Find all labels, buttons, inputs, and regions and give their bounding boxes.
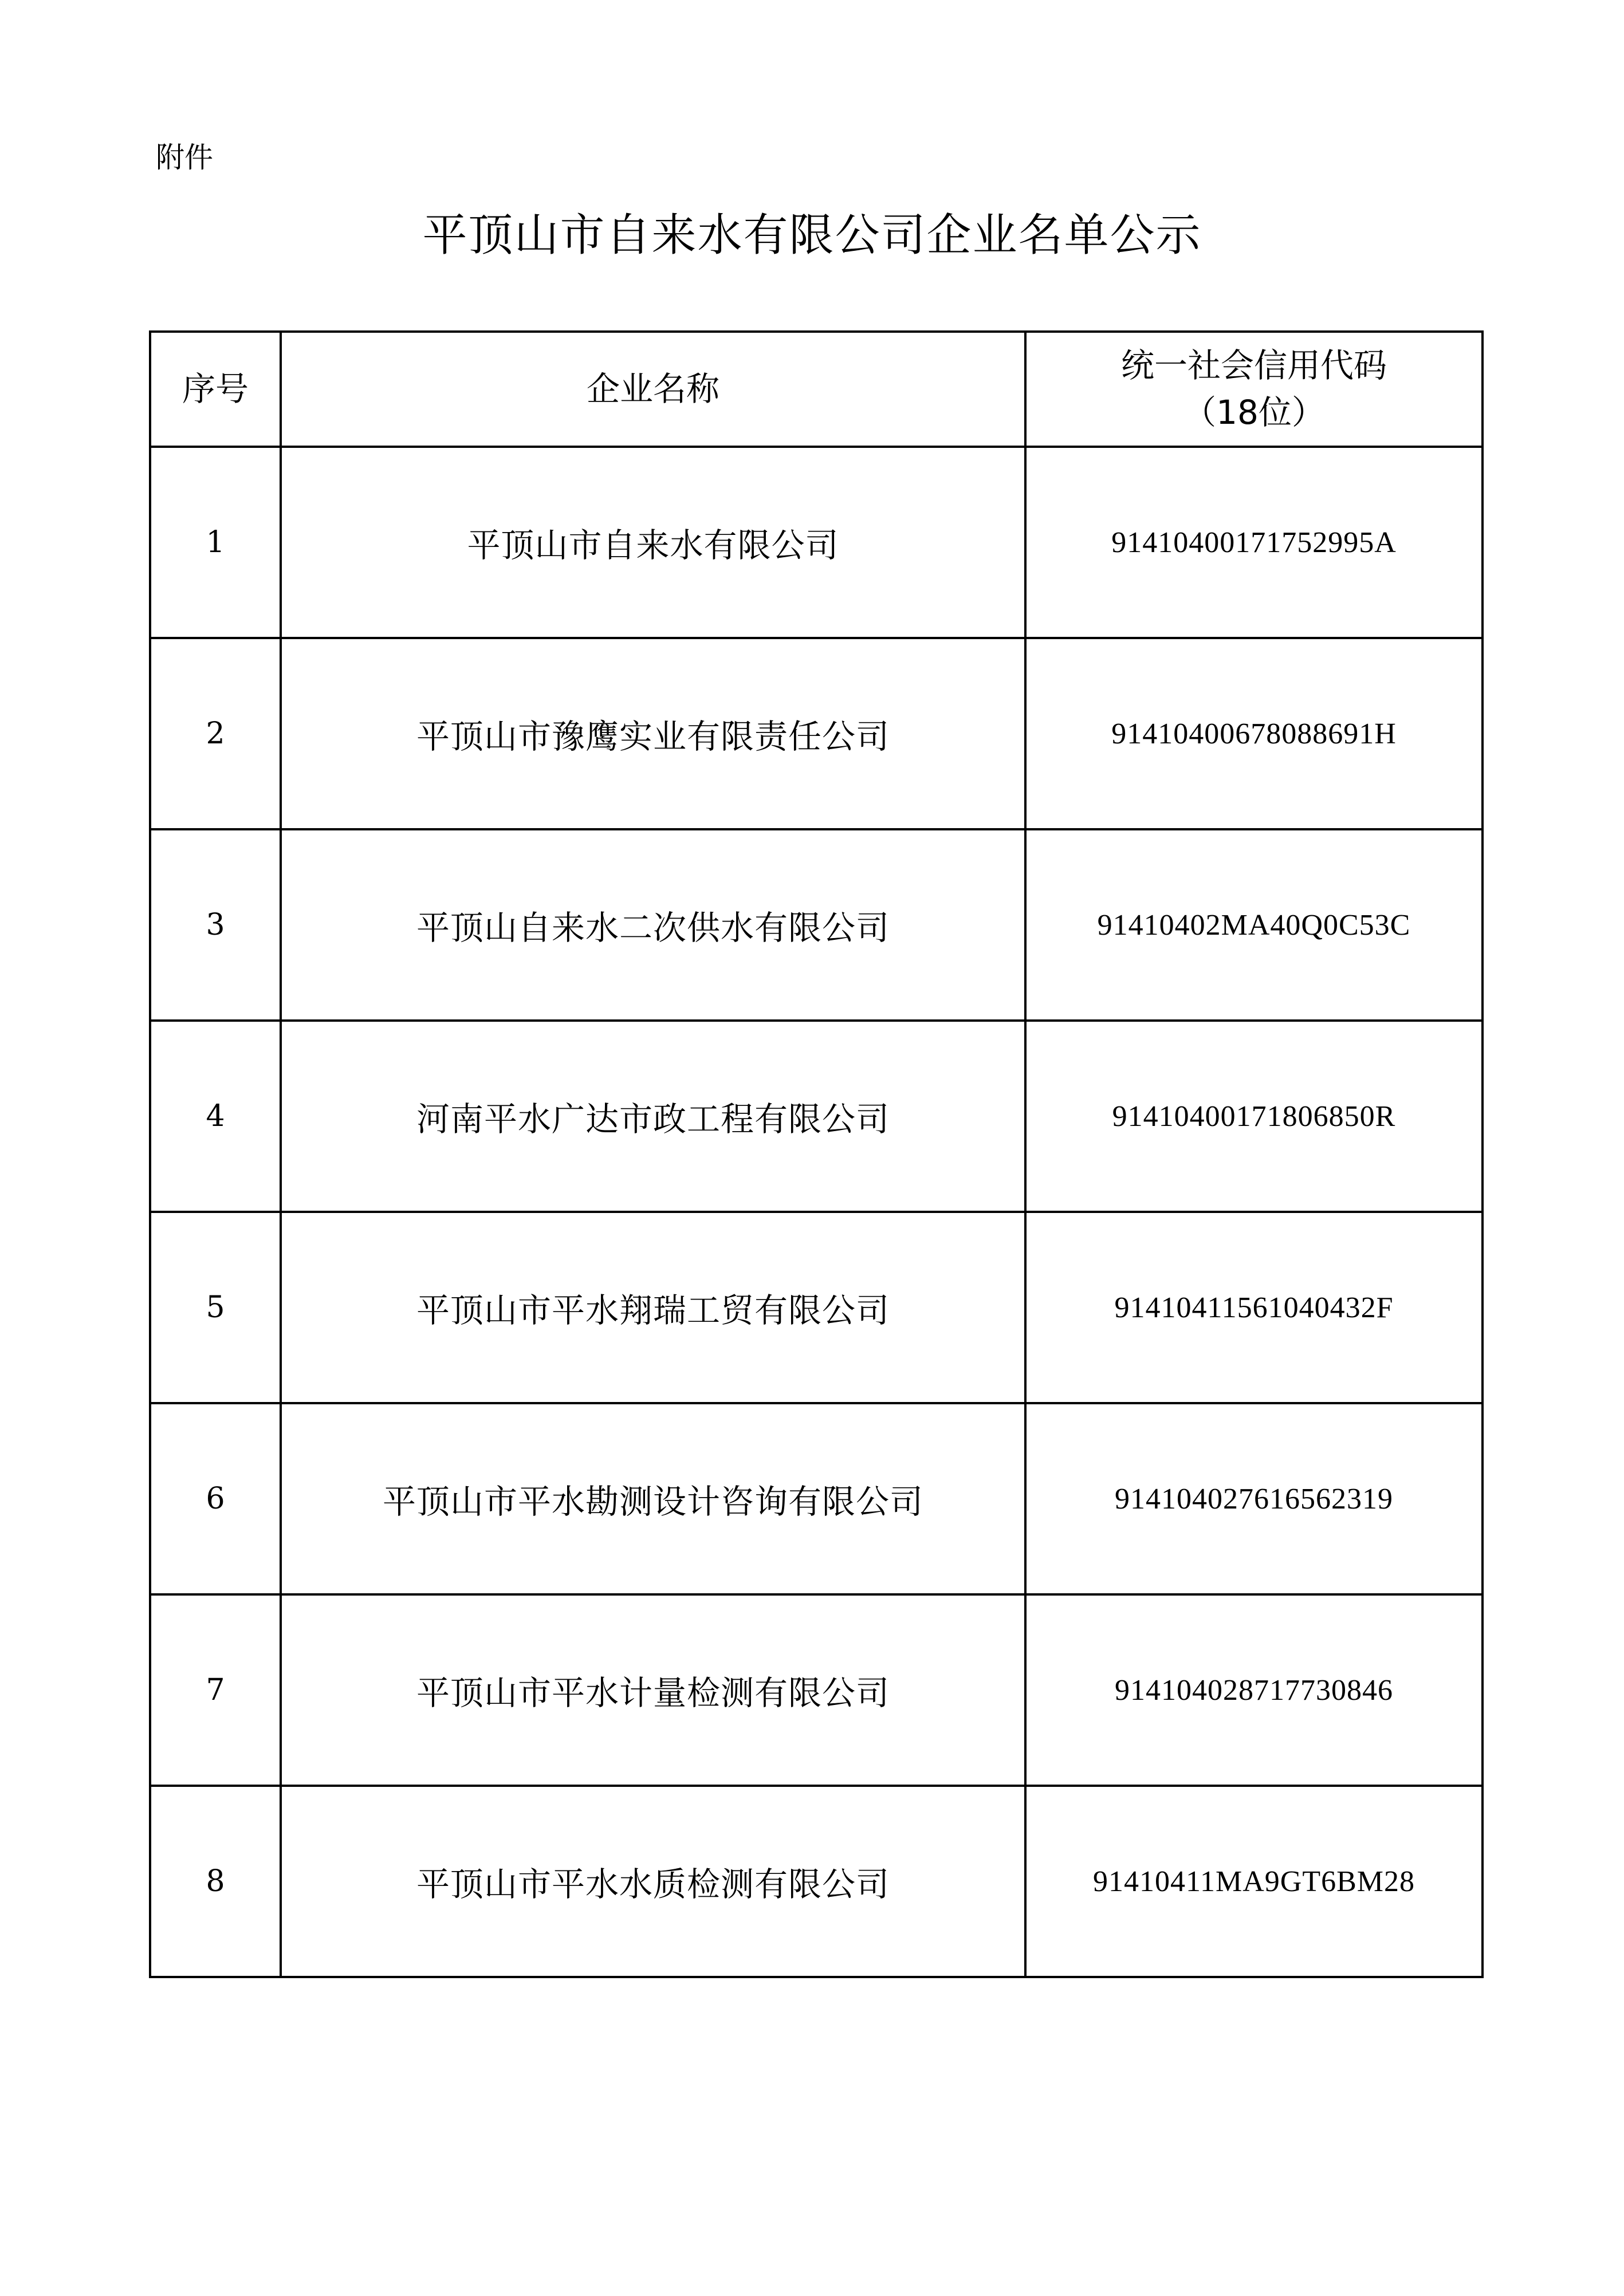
table-header-row xyxy=(150,332,1483,447)
row-seq: 7 xyxy=(150,1594,281,1786)
row-name: 平顶山市平水翔瑞工贸有限公司 xyxy=(281,1212,1025,1403)
row-name: 平顶山市自来水有限公司 xyxy=(281,447,1025,638)
table-row xyxy=(150,1212,1483,1403)
row-seq: 5 xyxy=(150,1212,281,1403)
row-seq: 6 xyxy=(150,1403,281,1594)
row-code: 91410400171752995A xyxy=(1025,447,1483,638)
row-code: 914104027616562319 xyxy=(1025,1403,1483,1594)
row-code: 914104028717730846 xyxy=(1025,1594,1483,1786)
table-row xyxy=(150,638,1483,829)
row-code: 91410411MA9GT6BM28 xyxy=(1025,1786,1483,1977)
row-seq: 8 xyxy=(150,1786,281,1977)
row-code: 91410400678088691H xyxy=(1025,638,1483,829)
table-row xyxy=(150,1786,1483,1977)
row-name: 平顶山市平水水质检测有限公司 xyxy=(281,1786,1025,1977)
table-row xyxy=(150,1021,1483,1212)
row-seq: 2 xyxy=(150,638,281,829)
row-seq: 1 xyxy=(150,447,281,638)
row-code: 91410400171806850R xyxy=(1025,1021,1483,1212)
header-name: 企业名称 xyxy=(281,332,1025,447)
header-code xyxy=(1025,332,1483,447)
row-code: 91410411561040432F xyxy=(1025,1212,1483,1403)
row-name: 平顶山市平水计量检测有限公司 xyxy=(281,1594,1025,1786)
row-seq: 4 xyxy=(150,1021,281,1212)
header-seq: 序号 xyxy=(150,332,281,447)
row-name: 平顶山市平水勘测设计咨询有限公司 xyxy=(281,1403,1025,1594)
page-title: 平顶山市自来水有限公司企业名单公示 xyxy=(422,210,1202,261)
row-code: 91410402MA40Q0C53C xyxy=(1025,829,1483,1021)
attachment-label: 附件 xyxy=(156,141,213,174)
header-code-line2: （18位） xyxy=(1183,392,1325,432)
table-row xyxy=(150,829,1483,1021)
table-row xyxy=(150,1594,1483,1786)
enterprise-table xyxy=(149,330,1484,1978)
row-name: 河南平水广达市政工程有限公司 xyxy=(281,1021,1025,1212)
header-code-line1: 统一社会信用代码 xyxy=(1120,346,1387,385)
row-seq: 3 xyxy=(150,829,281,1021)
row-name: 平顶山自来水二次供水有限公司 xyxy=(281,829,1025,1021)
table-row xyxy=(150,1403,1483,1594)
table-row xyxy=(150,447,1483,638)
row-name: 平顶山市豫鹰实业有限责任公司 xyxy=(281,638,1025,829)
